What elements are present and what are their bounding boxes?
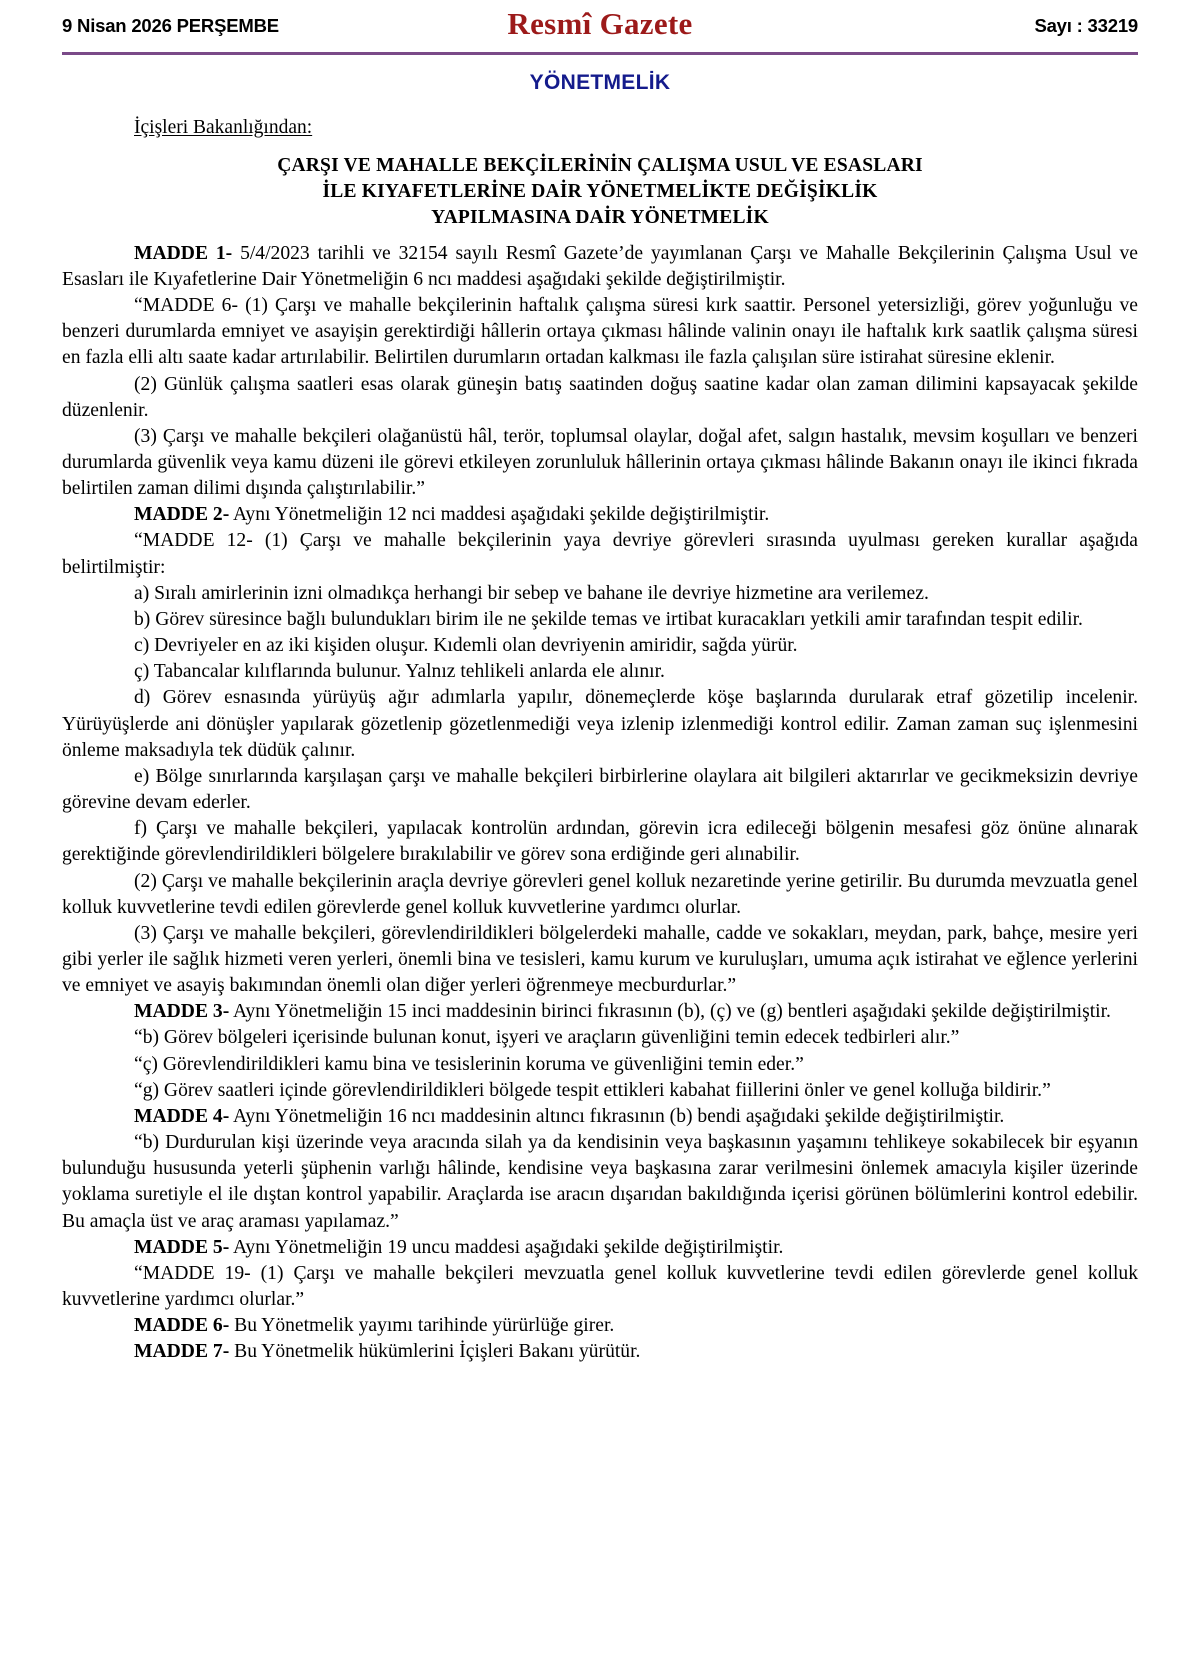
paragraph-text: (3) Çarşı ve mahalle bekçileri, görevlendirildikleri bölgelerdeki mahalle, cadde ve sokakları, meydan, park, bahçe, mesire yeri gibi yerler ile sağlık hizmeti veren yerleri, önemli bina ve tesisleri, kamu kurum ve kuruluşları, umuma açık istirahat ve eğlence yerlerini ve emniyet ve asayiş bakımından önemli olan diğer yerleri öğrenmeye mecburdurlar.”: [62, 922, 1138, 997]
regulation-paragraph: [62, 502, 1138, 528]
regulation-paragraph: [62, 1078, 1138, 1104]
paragraph-text: “MADDE 12- (1) Çarşı ve mahalle bekçilerinin yaya devriye görevleri sırasında uyulması gereken kurallar aşağıda belirtilmiştir:: [62, 530, 1138, 578]
regulation-paragraph: [62, 816, 1138, 868]
regulation-paragraph: [62, 1025, 1138, 1051]
paragraph-text: (3) Çarşı ve mahalle bekçileri olağanüstü hâl, terör, toplumsal olaylar, doğal afet, salgın hastalık, mevsim koşulları ve benzeri durumlarda güvenlik veya kamu düzeni ile görevi etkileyen zorunluluk hâllerinin ortaya çıkması hâlinde Bakanın onayı ile ikinci fıkrada belirtilen zaman dilimi dışında çalıştırılabilir.”: [62, 425, 1138, 500]
regulation-paragraph: [62, 1339, 1138, 1365]
paragraph-text: “g) Görev saatleri içinde görevlendirildikleri bölgede tespit ettikleri kabahat fiillerini önler ve genel kolluğa bildirir.”: [134, 1079, 1051, 1101]
document-title-line-3: YAPILMASINA DAİR YÖNETMELİK: [431, 206, 769, 228]
regulation-paragraph: [62, 424, 1138, 502]
paragraph-text: f) Çarşı ve mahalle bekçileri, yapılacak kontrolün ardından, görevin icra edileceği bölgenin mesafesi göz önüne alınarak gerektiğinde görevlendirildikleri bölgelere bırakılabilir ve görev sona erdiğinde geri alınabilir.: [62, 818, 1138, 866]
paragraph-text: 5/4/2023 tarihli ve 32154 sayılı Resmî Gazete’de yayımlanan Çarşı ve Mahalle Bekçilerinin Çalışma Usul ve Esasları ile Kıyafetlerine Dair Yönetmeliğin 6 ncı maddesi aşağıdaki şekilde değiştirilmiştir.: [62, 242, 1139, 290]
masthead-divider: [62, 52, 1138, 55]
paragraph-text: Bu Yönetmelik hükümlerini İçişleri Bakanı yürütür.: [229, 1341, 641, 1363]
paragraph-text: d) Görev esnasında yürüyüş ağır adımlarla yapılır, dönemeçlerde köşe başlarında durularak etraf gözetilip incelenir. Yürüyüşlerde ani dönüşler yapılarak gözetlenip gözetlenmediği veya izlenip izlenmediği kontrol edilir. Zaman zaman suç işlenmesini önleme maksadıyla tek düdük çalınır.: [62, 687, 1138, 761]
document-body: [0, 117, 1200, 1365]
paragraph-text: “b) Görev bölgeleri içerisinde bulunan konut, işyeri ve araçların güvenliğini temin edecek tedbirleri alır.”: [134, 1027, 960, 1049]
paragraph-text: e) Bölge sınırlarında karşılaşan çarşı ve mahalle bekçileri birbirlerine olaylara ait bilgileri aktarırlar ve gecikmeksizin devriye görevine devam ederler.: [62, 765, 1138, 814]
regulation-paragraph: [62, 1261, 1138, 1313]
section-heading: YÖNETMELİK: [529, 71, 671, 94]
regulation-paragraph: [62, 921, 1138, 999]
issuing-authority: İçişleri Bakanlığından:: [134, 117, 313, 138]
paragraph-text: ç) Tabancalar kılıflarında bulunur. Yalnız tehlikeli anlarda ele alınır.: [134, 661, 665, 683]
regulation-paragraph: [62, 1313, 1138, 1339]
article-label: MADDE 4-: [134, 1105, 230, 1127]
regulation-paragraph: [62, 1052, 1138, 1078]
paragraph-text: Aynı Yönetmeliğin 16 ncı maddesinin altıncı fıkrasının (b) bendi aşağıdaki şekilde değiştirilmiştir.: [229, 1105, 1005, 1127]
article-label: MADDE 6-: [134, 1315, 230, 1337]
article-label: MADDE 2-: [134, 504, 230, 526]
regulation-paragraph: [62, 1104, 1138, 1130]
regulation-paragraph: [62, 764, 1138, 816]
masthead-date: 9 Nisan 2026 PERŞEMBE: [62, 15, 279, 36]
regulation-paragraph: [62, 1235, 1138, 1261]
paragraph-text: “b) Durdurulan kişi üzerinde veya aracında silah ya da kendisinin veya başkasının yaşamını tehlikeye sokabilecek bir eşyanın bulunduğu hususunda yeterli şüphenin varlığı hâlinde, kendisine veya başkasına zarar verilmesini önlemek amacıyla kişiler üzerinde yoklama suretiyle el ile dıştan kontrol yapabilir. Araçlarda ise aracın dışarıdan bakıldığında içerisi görünen bölümlerini kontrol edebilir. Bu amaçla üst ve araç araması yapılamaz.”: [62, 1132, 1138, 1232]
regulation-paragraph: [62, 685, 1138, 763]
paragraph-text: “MADDE 6- (1) Çarşı ve mahalle bekçilerinin haftalık çalışma süresi kırk saattir. Personel yetersizliği, görev yoğunluğu ve benzeri durumlarda emniyet ve asayişin gerektirdiği hâllerin ortaya çıkması hâlinde valinin onayı ile haftalık kırk saatlik çalışma süresi en fazla elli altı saate kadar artırılabilir. Belirtilen durumların ortadan kalkması ile fazla çalışılan süre istirahat süresine eklenir.: [62, 295, 1138, 369]
regulation-paragraph: [62, 293, 1138, 371]
paragraph-text: a) Sıralı amirlerinin izni olmadıkça herhangi bir sebep ve bahane ile devriye hizmetine ara verilemez.: [134, 582, 929, 604]
article-label: MADDE 1-: [134, 242, 233, 264]
paragraph-text: Aynı Yönetmeliğin 19 uncu maddesi aşağıdaki şekilde değiştirilmiştir.: [229, 1236, 784, 1258]
regulation-paragraph: [62, 528, 1138, 580]
regulation-paragraph: [62, 581, 1138, 607]
masthead: [0, 0, 1200, 52]
masthead-issue-number: Sayı : 33219: [1034, 15, 1138, 36]
paragraph-text: Bu Yönetmelik yayımı tarihinde yürürlüğe girer.: [229, 1315, 615, 1337]
paragraph-text: “MADDE 19- (1) Çarşı ve mahalle bekçileri mevzuatla genel kolluk kuvvetlerine tevdi edilen görevlerde genel kolluk kuvvetlerine yardımcı olurlar.”: [62, 1262, 1138, 1311]
article-label: MADDE 3-: [134, 1001, 230, 1023]
masthead-title: Resmî Gazete: [507, 6, 693, 41]
regulation-paragraph: [62, 633, 1138, 659]
article-label: MADDE 5-: [134, 1236, 230, 1258]
paragraph-text: (2) Günlük çalışma saatleri esas olarak güneşin batış saatinden doğuş saatine kadar olan zaman dilimini kapsayacak şekilde düzenlenir.: [62, 373, 1138, 421]
article-label: MADDE 7-: [134, 1341, 230, 1363]
paragraph-text: Aynı Yönetmeliğin 15 inci maddesinin birinci fıkrasının (b), (ç) ve (g) bentleri aşağıdaki şekilde değiştirilmiştir.: [229, 1001, 1111, 1023]
paragraph-text: c) Devriyeler en az iki kişiden oluşur. Kıdemli olan devriyenin amiridir, sağda yürür.: [134, 635, 798, 657]
document-title-line-2: İLE KIYAFETLERİNE DAİR YÖNETMELİKTE DEĞİŞİKLİK: [322, 180, 878, 202]
regulation-paragraph: [62, 1130, 1138, 1235]
regulation-paragraph: [62, 241, 1138, 293]
regulation-paragraphs: [62, 241, 1138, 1366]
paragraph-text: b) Görev süresince bağlı bulundukları birim ile ne şekilde temas ve irtibat kuracakları yetkili amir tarafından tespit edilir.: [134, 608, 1083, 630]
paragraph-text: “ç) Görevlendirildikleri kamu bina ve tesislerinin koruma ve güvenliğini temin eder.”: [134, 1053, 804, 1075]
paragraph-text: Aynı Yönetmeliğin 12 nci maddesi aşağıdaki şekilde değiştirilmiştir.: [229, 504, 770, 526]
regulation-paragraph: [62, 869, 1138, 921]
regulation-paragraph: [62, 607, 1138, 633]
paragraph-text: (2) Çarşı ve mahalle bekçilerinin araçla devriye görevleri genel kolluk nezaretinde yerine getirilir. Bu durumda mevzuatla genel kolluk kuvvetlerine tevdi edilen görevlerde genel kolluk kuvvetlerine yardımcı olurlar.: [62, 870, 1138, 918]
regulation-paragraph: [62, 659, 1138, 685]
document-title: [62, 153, 1138, 231]
regulation-paragraph: [62, 999, 1138, 1025]
regulation-paragraph: [62, 372, 1138, 424]
document-title-line-1: ÇARŞI VE MAHALLE BEKÇİLERİNİN ÇALIŞMA USUL VE ESASLARI: [277, 155, 923, 176]
